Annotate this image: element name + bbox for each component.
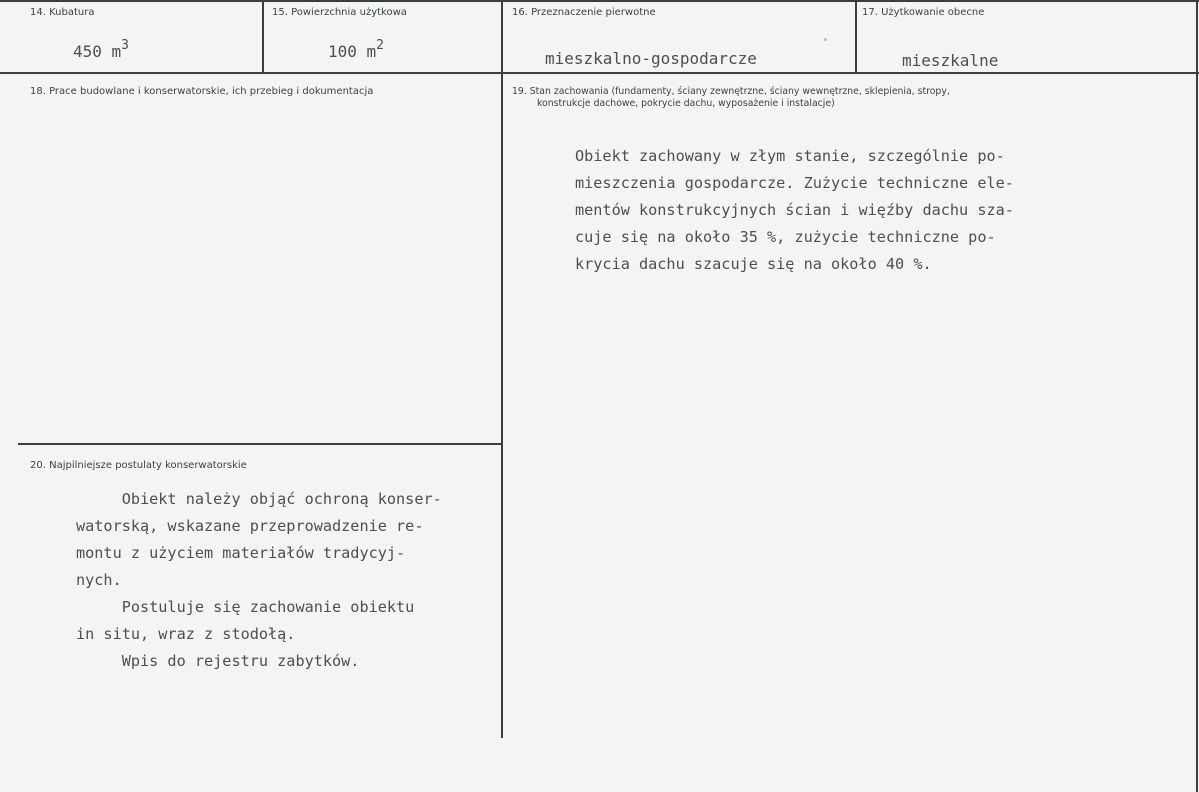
field-label-kubatura: 14. Kubatura: [30, 7, 95, 18]
stan-description: Obiekt zachowany w złym stanie, szczególnie po- mieszczenia gospodarcze. Zużycie techniczne ele- mentów konstrukcyjnych ścian i więźby dachu sza- cuje się na około 35 %, zużycie techniczne po- krycia dachu szacuje się na około 40 %.: [575, 147, 1014, 273]
field-label-stan-line2: konstrukcje dachowe, pokrycie dachu, wyposażenie i instalacje): [537, 98, 835, 109]
powierzchnia-unit-exponent: 2: [376, 38, 384, 53]
divider: [18, 443, 502, 445]
przeznaczenie-value: mieszkalno-gospodarcze: [545, 49, 757, 68]
powierzchnia-value: [328, 38, 384, 61]
divider: [855, 0, 857, 72]
divider: [1196, 0, 1198, 792]
postulaty-text: Obiekt należy objąć ochroną konser- watorską, wskazane przeprowadzenie re- montu z użyciem materiałów tradycyj- nych. Postuluje się zachowanie obiektu in situ, wraz z stodołą. Wpis do rejestru zabytków.: [76, 490, 442, 670]
kubatura-number: 450 m: [73, 42, 122, 61]
field-label-prace: 18. Prace budowlane i konserwatorskie, ich przebieg i dokumentacja: [30, 86, 374, 97]
field-label-stan-line1: 19. Stan zachowania (fundamenty, ściany zewnętrzne, ściany wewnętrzne, sklepienia, stropy,: [512, 86, 950, 97]
field-label-przeznaczenie: 16. Przeznaczenie pierwotne: [512, 7, 656, 18]
divider: [501, 0, 503, 738]
powierzchnia-number: 100 m: [328, 42, 377, 61]
scan-speck: [824, 38, 827, 41]
field-label-postulaty: 20. Najpilniejsze postulaty konserwatorskie: [30, 460, 247, 471]
kubatura-value: [73, 38, 129, 61]
divider: [0, 72, 1199, 74]
postulaty-description: [76, 486, 442, 675]
divider: [262, 0, 264, 72]
uzytkowanie-value: mieszkalne: [902, 51, 999, 70]
field-label-uzytkowanie: 17. Użytkowanie obecne: [862, 7, 985, 18]
divider: [0, 0, 1199, 2]
kubatura-unit-exponent: 3: [121, 38, 129, 53]
field-label-powierzchnia: 15. Powierzchnia użytkowa: [272, 7, 407, 18]
